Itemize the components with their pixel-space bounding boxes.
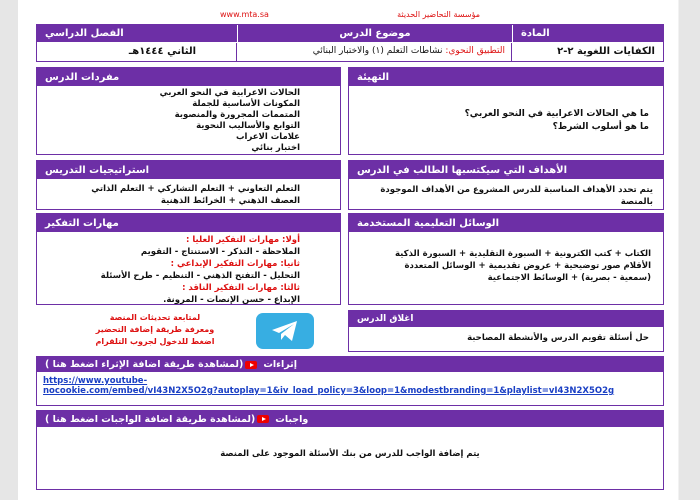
thinking-heading: ثالثا: مهارات التفكير الناقد : xyxy=(182,283,300,293)
topic-value-rest: نشاطات التعلم (١) والاختبار البنائي xyxy=(312,46,443,56)
org-name: مؤسسة التحاضير الحديثة xyxy=(397,10,480,19)
tools-body xyxy=(349,232,663,284)
enrichment-header xyxy=(37,357,663,372)
goals-header xyxy=(349,161,663,179)
goals-body xyxy=(349,179,663,208)
vocab-line: المكونات الأساسية للجملة xyxy=(192,99,300,109)
vocab-line: التوابع والأساليب النحوية xyxy=(196,121,300,131)
homework-help-link[interactable]: (لمشاهدة طريقة اضافة الواجبات اضغط هنا ) xyxy=(45,413,256,425)
thinking-heading: ثانيا: مهارات التفكير الإبداعي : xyxy=(170,259,300,269)
right-page-gutter xyxy=(664,0,700,500)
strategies-title: استراتيجيات التدريس xyxy=(45,164,150,176)
goals-line: يتم تحدد الأهداف المناسبة للدرس المشروع من الأهداف الموجودة xyxy=(380,185,653,195)
goals-title: الأهداف التي سيكتسبها الطالب في الدرس xyxy=(357,164,568,176)
vocab-line: الحالات الاعرابية في النحو العربي xyxy=(159,88,300,98)
vocab-title: مفردات الدرس xyxy=(45,71,120,83)
telegram-plane-icon xyxy=(270,319,300,343)
goals-box xyxy=(348,160,664,210)
vocab-line: اختبار بنائي xyxy=(251,143,300,153)
topic-value xyxy=(238,43,512,61)
vocab-box xyxy=(36,67,341,155)
lesson-info-table xyxy=(36,24,664,62)
term-label: الفصل الدراسي xyxy=(45,28,124,39)
closing-header xyxy=(349,311,663,327)
subject-value: الكفايات اللغوية ٢-٢ xyxy=(557,46,655,57)
vocab-body xyxy=(37,86,340,154)
enrichment-title: إثراءات xyxy=(263,359,297,370)
strategies-box xyxy=(36,160,341,210)
thinking-line: التحليل - التفتح الذهني - التنظيم - طرح الأسئلة xyxy=(100,271,300,281)
closing-line: حل أسئلة تقويم الدرس والأنشطة المصاحبة xyxy=(467,333,649,343)
promo-line: اضغط للدخول لجروب التلقرام xyxy=(95,337,215,346)
enrichment-url-line[interactable]: nocookie.com/embed/vI43N2X5O2g?autoplay=1&iv_load_policy=3&loop=1&modestbranding=1&playlist=vI43N2X5O2g xyxy=(43,386,615,396)
intro-title: التهيئة xyxy=(357,71,390,83)
homework-title: واجبات xyxy=(275,413,309,425)
topic-value-red: التطبيق النحوي: xyxy=(445,46,505,56)
thinking-heading: أولا: مهارات التفكير العليا : xyxy=(185,235,300,245)
thinking-line: الإبداع - حسن الإنصات - المرونة. xyxy=(163,295,300,305)
thinking-header xyxy=(37,214,340,232)
tools-title: الوسائل التعليمية المستخدمة xyxy=(357,217,499,229)
closing-title: اغلاق الدرس xyxy=(357,314,414,324)
site-url: www.mta.sa xyxy=(220,10,269,19)
promo-line: ومعرفة طريقة إضافة التحضير xyxy=(95,325,215,334)
enrichment-box xyxy=(36,356,664,406)
intro-box xyxy=(348,67,664,155)
left-page-gutter xyxy=(0,0,30,500)
intro-header xyxy=(349,68,663,86)
homework-line: يتم إضافة الواجب للدرس من بنك الأسئلة الموجود على المنصة xyxy=(220,449,480,459)
youtube-icon[interactable] xyxy=(245,361,257,369)
intro-body xyxy=(349,86,663,134)
thinking-line: الملاحظة - التذكر - الاستنتاج - التقويم xyxy=(140,247,300,257)
topic-header xyxy=(238,25,512,42)
vocab-line: علامات الاعراب xyxy=(235,132,300,142)
vocab-header xyxy=(37,68,340,86)
tools-box xyxy=(348,213,664,305)
enrichment-url-line[interactable]: https://www.youtube- xyxy=(43,376,148,386)
intro-line: ما هو أسلوب الشرط؟ xyxy=(552,122,649,132)
telegram-icon[interactable] xyxy=(256,313,314,349)
subject-header xyxy=(513,25,663,42)
tools-header xyxy=(349,214,663,232)
tools-line: الأقلام صور توضيحية + عروض تقديمية + الوسائل المتعددة xyxy=(404,261,651,271)
strategies-line: التعلم التعاوني + التعلم التشاركي + التعلم الذاتي xyxy=(91,184,300,194)
closing-box xyxy=(348,310,664,352)
strategies-body xyxy=(37,179,340,207)
goals-line: بالمنصة xyxy=(620,197,653,207)
homework-header xyxy=(37,411,663,427)
term-header xyxy=(37,25,237,42)
site-header xyxy=(220,10,480,22)
promo-line: لمتابعة تحديثات المنصة xyxy=(109,313,201,322)
intro-line: ما هي الحالات الاعرابية في النحو العربي؟ xyxy=(464,109,649,119)
enrichment-url[interactable] xyxy=(37,372,663,396)
thinking-body xyxy=(37,232,340,306)
strategies-line: العصف الذهني + الخرائط الذهنية xyxy=(160,196,300,206)
thinking-title: مهارات التفكير xyxy=(45,217,119,229)
term-value: الثاني ١٤٤٤هـ xyxy=(37,43,237,61)
homework-box xyxy=(36,410,664,490)
vocab-line: المتممات المجرورة والمنصوبة xyxy=(174,110,300,120)
youtube-icon[interactable] xyxy=(257,415,269,423)
subject-label: المادة xyxy=(521,28,550,39)
tools-line: (سمعية - بصرية) + الوسائط الاجتماعية xyxy=(487,273,651,283)
thinking-box xyxy=(36,213,341,305)
enrichment-help-link[interactable]: (لمشاهدة طريقة اضافة الإثراء اضغط هنا ) xyxy=(45,359,244,370)
telegram-promo-text[interactable] xyxy=(60,312,250,352)
tools-line: الكتاب + كتب الكترونية + السبورة التقليدية + السبورة الذكية xyxy=(395,249,651,259)
strategies-header xyxy=(37,161,340,179)
topic-label: موضوع الدرس xyxy=(339,28,411,39)
